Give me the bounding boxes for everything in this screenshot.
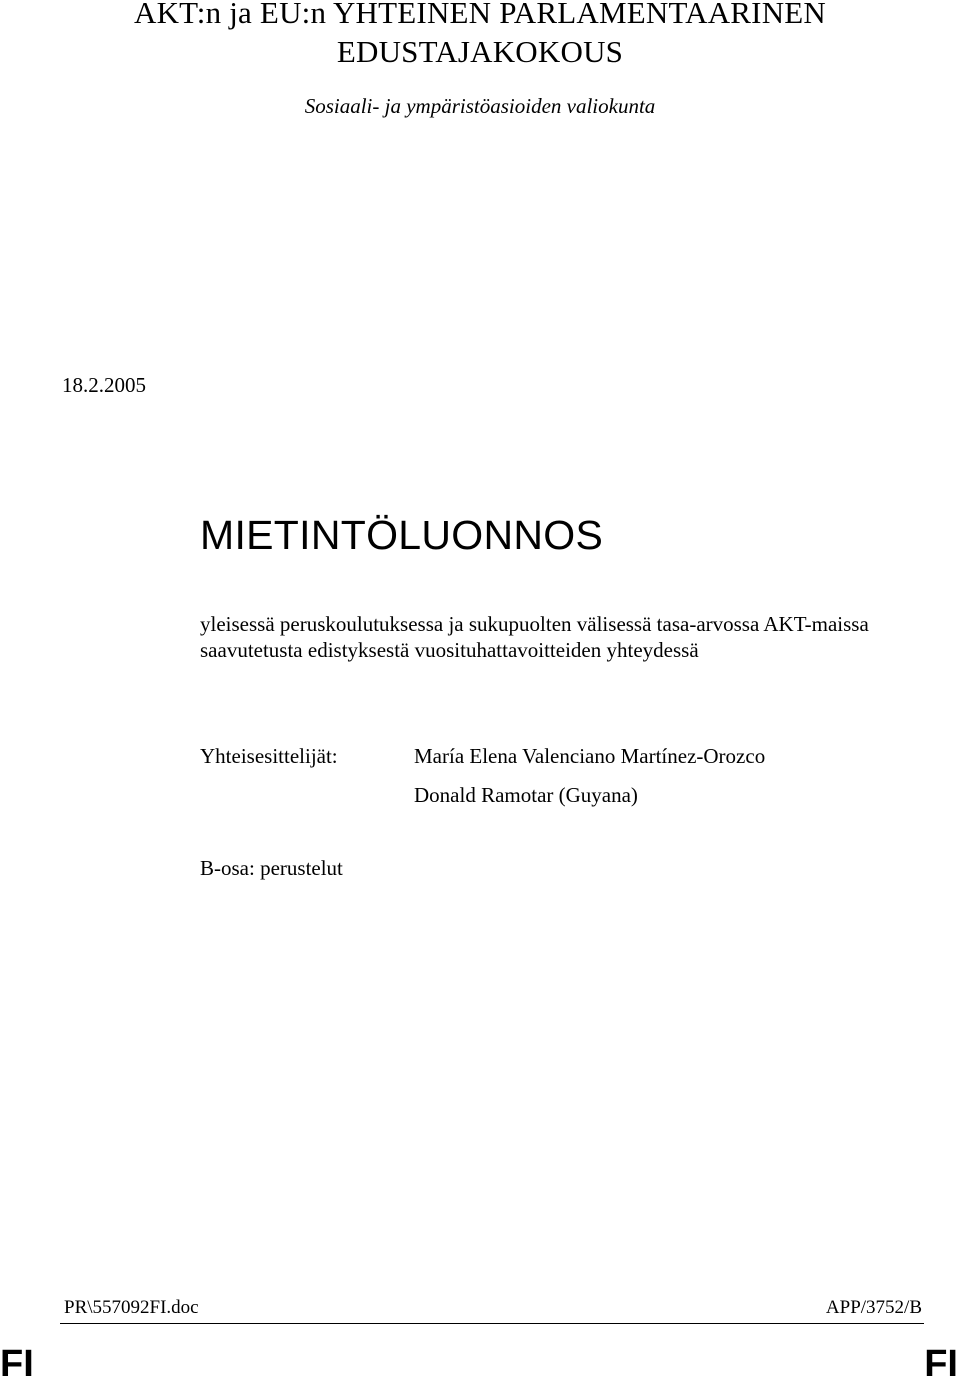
language-code-left: FI	[0, 1343, 34, 1385]
document-subject	[200, 611, 869, 663]
document-date: 18.2.2005	[62, 373, 146, 397]
subject-line: yleisessä peruskoulutuksessa ja sukupuolten välisessä tasa-arvossa AKT-maissa	[200, 612, 869, 636]
organization-title-line-1: AKT:n ja EU:n YHTEINEN PARLAMENTAARINEN	[133, 0, 827, 30]
footer-file-reference: PR\557092FI.doc	[64, 1297, 199, 1318]
rapporteur-name: María Elena Valenciano Martínez-Orozco	[414, 744, 766, 768]
subject-line: saavutetusta edistyksestä vuosituhattavoitteiden yhteydessä	[200, 638, 699, 662]
committee-name: Sosiaali- ja ympäristöasioiden valiokunta	[304, 94, 656, 118]
rapporteur-name: Donald Ramotar (Guyana)	[414, 783, 638, 807]
document-type-title: MIETINTÖLUONNOS	[200, 512, 604, 558]
document-part-label: B-osa: perustelut	[200, 856, 343, 880]
organization-title-line-2: EDUSTAJAKOKOUS	[336, 34, 624, 69]
footer-divider	[60, 1323, 924, 1324]
footer-document-number: APP/3752/B	[825, 1297, 922, 1318]
language-code-right: FI	[924, 1343, 958, 1385]
rapporteurs-label: Yhteisesittelijät:	[200, 744, 338, 768]
